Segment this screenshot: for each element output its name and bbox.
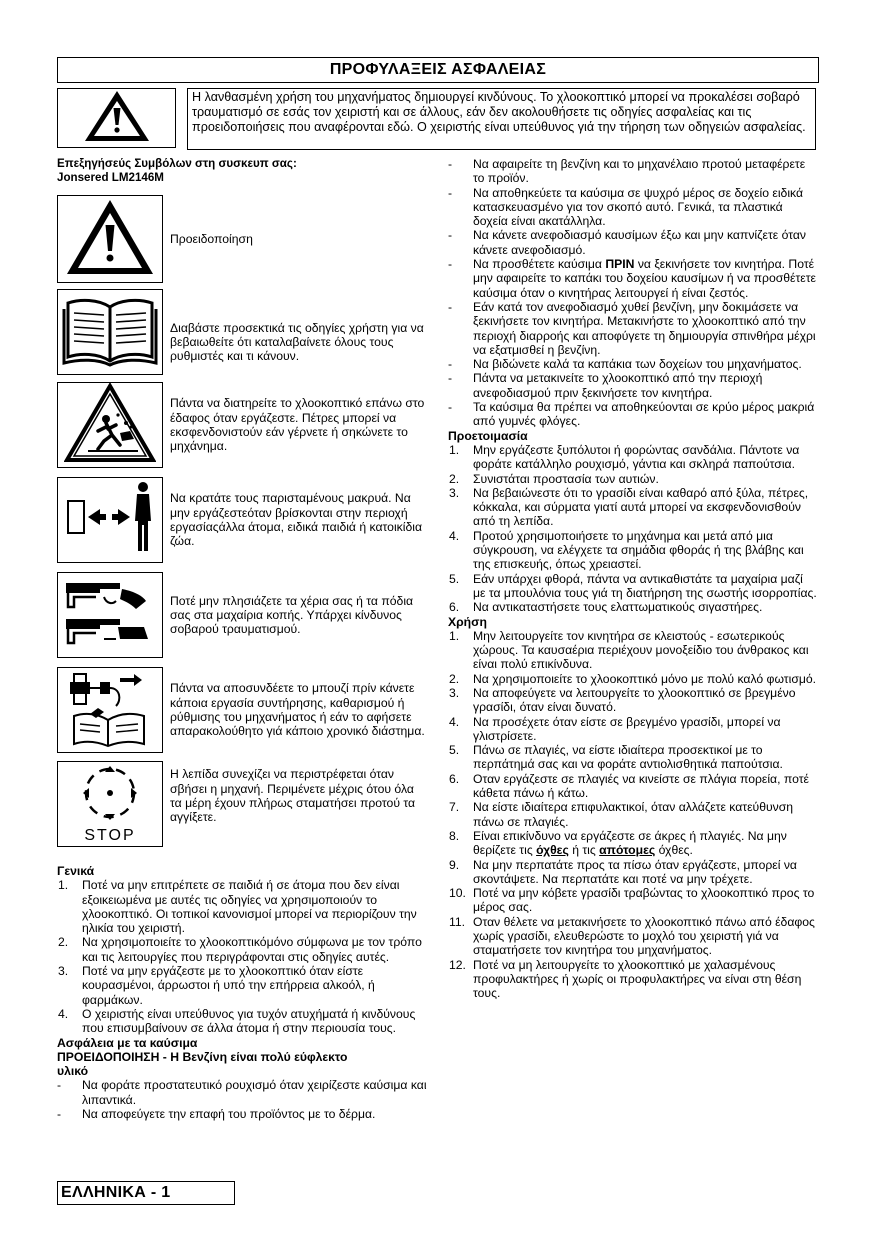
list-item: 6. Οταν εργάζεστε σε πλαγιές να κινείστε σε πλάγια πορεία, ποτέ κάθετα πάνω ή κάτω. [449,771,809,801]
list-item: - Τα καύσιμα θα πρέπει να αποθηκεύονται σε κρύο μέρος μακριά από γυμνές φλόγες. [448,400,815,429]
symbol-text: Πάντα να διατηρείτε το χλοοκοπτικό επάνω στο έδαφος όταν εργάζεστε. Πέτρες μπορεί να εκσφενδονιστούν εάν γέρνετε ή σηκώνετε το μηχάνημα. [170,396,425,454]
symbol-box [57,761,163,847]
list-item: 2. Να χρησιμοποιείτε το χλοοκοπτικόμόνο σύμφωνα με τον τρόπο και τις λειτουργίες που περιγράφονται στις οδηγίες αυτές. [58,935,422,964]
prep-heading: Προετοιμασία [448,428,528,443]
list-item: 12. Ποτέ να μη λειτουργείτε το χλοοκοπτικό με χαλασμένους προφυλακτήρες ή χωρίς οι προφυλακτήρες να είναι στη θέση τους. [449,957,802,1001]
list-item: - Εάν κατά τον ανεφοδιασμό χυθεί βενζίνη, μην δοκιμάσετε να ξεκινήσετε τον κινητήρα. Μετακινήστε το χλοοκοπτικό από την περιοχή διαρροής και αποφύγετε τη δημιουργία σπινθήρα μέχρι να εξατμισθεί η βενζίνη. [448,299,816,357]
list-item: 1. Ποτέ να μην επιτρέπετε σε παιδιά ή σε άτομα που δεν είναι εξοικειωμένα με αυτές τις οδηγίες να χρησιμοποιούν το χλοοκοπτικό. Οι τοπικοί κανονισμοί μπορεί να περιορίζουν την ηλικία του χειριστή. [58,878,417,936]
list-item: 8. Είναι επικίνδυνο να εργάζεστε σε άκρες ή πλαγιές. Να μην θερίζετε τις όχθες ή τις απότομες όχθες. [449,828,787,858]
fuel-warning-cont: υλικό [57,1064,89,1079]
usage-heading: Χρήση [448,614,487,629]
symbol-row [57,572,430,658]
model-name: Jonsered LM2146M [57,171,164,185]
list-item: 2. Να χρησιμοποιείτε το χλοοκοπτικό μόνο με πολύ καλό φωτισμό. [449,671,817,686]
list-item: 6. Να αντικαταστήσετε τους ελαττωματικούς σιγαστήρες. [449,600,763,615]
intro-warning-text: Η λανθασμένη χρήση του μηχανήματος δημιουργεί κινδύνους. Το χλοοκοπτικό μπορεί να προκαλέσει σοβαρό τραυματισμό σε εσάς τον χειριστή και σε άλλους, εάν δεν ακολουθήσετε τις οδηγίες ασφαλείας και τις προειδοποιήσεις που αναφέρονται εδώ. Ο χειριστής είναι υπεύθυνος γιά την τήρηση των οδηγειών ασφαλείας. [187,88,816,150]
symbol-box [57,195,163,283]
symbol-text: Διαβάστε προσεκτικά τις οδηγίες χρήστη για να βεβαιωθείτε ότι καταλαβαίνετε όλους τους ρυθμιστές και τι κάνουν. [170,320,424,364]
list-item: 7. Να είστε ιδιαίτερα επιφυλακτικοί, όταν αλλάζετε κατεύθυνση πάνω σε πλαγιές. [449,800,794,829]
list-item: 11. Οταν θέλετε να μετακινήσετε το χλοοκοπτικό πάνω από έδαφος χωρίς γρασίδι, ελευθερώστε το μοχλό του χειριστή γιά να σταματήσετε τον κινητήρα του μηχανήματος. [449,914,815,958]
list-item: 5. Εάν υπάρχει φθορά, πάντα να αντικαθιστάτε τα μαχαίρια μαζί με τα μπουλόνια τους γιά τη διατήρηση της σωστής ισορροπίας. [449,571,817,600]
list-item: 4. Προτού χρησιμοποιήσετε το μηχάνημα και μετά από μια σύγκρουση, να ελέγχετε τα σημάδια φθοράς ή της βλάβης και της επισκευής, όπως χρειαστεί. [449,528,804,572]
open-book-icon [62,293,158,370]
header-warning-box [57,88,176,148]
list-item: 10. Ποτέ να μην κόβετε γρασίδι τραβώντας το χλοοκοπτικό προς το μέρος σας. [449,886,815,915]
list-item: - Πάντα να μετακινείτε το χλοοκοπτικό από την περιοχή ανεφοδιασμού πριν ξεκινήσετε τον κινητήρα. [448,371,763,400]
symbols-heading: Επεξηγήσεύς Συμβόλων στη συσκευπ σας: [57,157,297,170]
list-item: - Να κάνετε ανεφοδιασμό καυσίμων έξω και μην καπνίζετε όταν κάνετε ανεφοδιασμό. [448,228,806,257]
list-item: 4. Να προσέχετε όταν είστε σε βρεγμένο γρασίδι, μπορεί να γλιστρίσετε. [449,714,781,743]
symbol-box [57,382,163,468]
rotating-blade-stop-icon [65,763,155,826]
keep-distance-icon [60,479,160,560]
general-section [57,864,430,1121]
symbol-row [57,667,430,753]
list-item: 3. Να αποφεύγετε να λειτουργείτε το χλοοκοπτικό σε βρεγμένο γρασίδι, όταν είναι δυνατό. [449,685,796,715]
list-item: 4. Ο χειριστής είναι υπεύθυνος για τυχόν ατυχήματά ή κινδύνους που επισυμβαίνουν σε άλλα άτομα ή στην περιουσία τους. [58,1006,416,1036]
symbol-box [57,477,163,563]
list-item: 5. Πάνω σε πλαγιές, να είστε ιδιαίτερα προσεκτικοί με το περπάτημά σας και να φοράτε αντιολισθητικά παπούτσια. [449,743,783,772]
general-heading: Γενικά [57,864,95,878]
symbol-text: Προειδοποίηση [170,231,253,246]
symbol-text: Ποτέ μην πλησιάζετε τα χέρια σας ή τα πόδια σας στα μαχαίρια κοπής. Υπάρχει κίνδυνος σοβαρού τραυματισμού. [170,593,414,637]
list-item: - Να αφαιρείτε τη βενζίνη και το μηχανέλαιο προτού μεταφέρετε το προϊόν. [448,157,806,186]
thrown-objects-icon [64,383,156,466]
symbol-text: Να κρατάτε τους παρισταμένους μακρυά. Να μην εργάζεστεόταν βρίσκονται στην περιοχή εργασίαςάλλα άτομα, ειδικά παιδιά ή κατοικίδια ζώα. [170,491,422,549]
list-item: 1. Μην λειτουργείτε τον κινητήρα σε κλειστούς - εσωτερικούς χώρους. Τα καυσαέρια περιέχουν μονοξείδιο του άνθρακος και είναι πολύ επικίνδυνα. [449,628,809,672]
symbol-text: Η λεπίδα συνεχίζει να περιστρέφεται όταν σβήσει η μηχανή. Περιμένετε μέχρις ότου όλα τα μέρη έχουν πλήρως σταματήσει προτού τα αγγίξετε. [170,767,416,825]
list-item: - Να φοράτε προστατευτικό ρουχισμό όταν χειρίζεστε καύσιμα και λιπαντικά. [57,1078,427,1107]
stop-label: STOP [84,826,136,844]
left-column [57,157,430,1122]
list-item: 3. Να βεβαιώνεστε ότι το γρασίδι είναι καθαρό από ξύλα, πέτρες, κόκκαλα, και σύρματα γιατί αυτά μπορεί να εκσφενδονισθούν από τη λεπίδα. [449,485,809,529]
symbol-row [57,477,430,563]
list-item: - Να αποθηκεύετε τα καύσιμα σε ψυχρό μέρος σε δοχείο ειδικά κατασκευασμένο για τον σκοπό αυτό. Γενικά, τα πλαστικά δοχεία είναι ακατάλληλα. [448,185,804,229]
fuel-warning: ΠΡΟΕΙΔΟΠΟΙΗΣΗ - Η Βενζίνη είναι πολύ εύφλεκτο [57,1049,348,1064]
symbol-row [57,761,430,847]
symbol-row [57,195,430,283]
symbol-text: Πάντα να αποσυνδέετε το μπουζί πρίν κάνετε κάποια εργασία συντήρησης, καθαρισμού ή ρύθμισης του μηχανήματος ή εάν το αφήσετε απαρακολούθητο γιά κάποιο χρονικό διάστημα. [170,681,425,739]
list-item: 9. Να μην περπατάτε προς τα πίσω όταν εργάζεστε, μπορεί να σκοντάψετε. Να περπατάτε και ποτέ να μην τρέχετε. [449,857,797,886]
fuel-heading: Ασφάλεια με τα καύσιμα [57,1035,198,1050]
right-column [448,157,818,1001]
list-item: 1. Μην εργάζεστε ξυπόλυτοι ή φορώντας σανδάλια. Πάντοτε να φοράτε κατάλληλο ρουχισμό, γάντια και σκληρά παπούτσια. [449,442,800,472]
hand-foot-blade-icon [60,573,160,656]
symbol-box [57,572,163,658]
list-item: - Να προσθέτετε καύσιμα ΠΡΙΝ να ξεκινήσετε τον κινητήρα. Ποτέ μην αφαιρείτε το καπάκι του δοχείου καυσίμων ή να προσθέτετε καύσιμα όταν ο κινητήρας λειτουργεί ή είναι ζεστός. [448,257,816,300]
list-item: 2. Συνιστάται προστασία των αυτιών. [449,471,659,486]
warning-triangle-icon [82,88,152,147]
list-item: - Να αποφεύγετε την επαφή του προϊόντος με το δέρμα. [57,1107,376,1122]
list-item: - Να βιδώνετε καλά τα καπάκια των δοχείων του μηχανήματος. [448,357,802,372]
symbol-box [57,667,163,753]
page-footer: ΕΛΛΗΝΙΚΑ - 1 [57,1181,235,1205]
disconnect-spark-plug-icon [60,668,160,751]
symbol-row [57,382,430,468]
list-item: 3. Ποτέ να μην εργάζεστε με το χλοοκοπτικό όταν είστε κουρασμένοι, άρρωστοι ή υπό την επήρρεια αλκοόλ, ή φαρμάκων. [58,964,375,1007]
page-title: ΠΡΟΦΥΛΑΞΕΙΣ ΑΣΦΑΛΕΙΑΣ [57,57,819,83]
warning-triangle-icon [64,197,156,280]
symbol-box [57,289,163,375]
symbol-row [57,289,430,375]
